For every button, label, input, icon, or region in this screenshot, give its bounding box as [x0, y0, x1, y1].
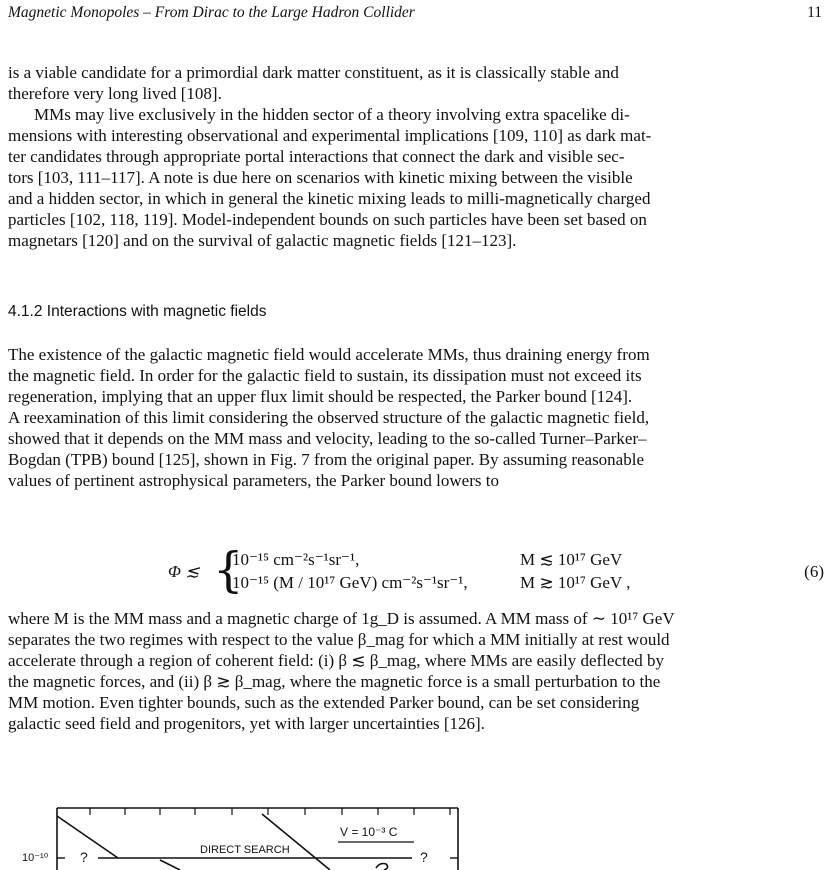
paragraph-line: tors [103, 111–117]. A note is due here on scenarios with kinetic mixing between the visible	[8, 168, 633, 187]
figure-7-plot	[0, 758, 834, 870]
curve-fragment	[376, 864, 388, 870]
paragraph-line: particles [102, 118, 119]. Model-independent bounds on such particles have been set based on	[8, 210, 647, 229]
equation-case-2-condition: M ≳ 10¹⁷ GeV ,	[520, 573, 631, 592]
paragraph-line: the magnetic forces, and (ii) β ≳ β_mag, where the magnetic force is a small perturbation to the	[8, 672, 661, 691]
running-header	[8, 4, 822, 22]
paragraph-3	[8, 344, 826, 491]
top-ticks	[90, 808, 450, 815]
question-mark-right: ?	[420, 849, 428, 865]
paragraph-line: therefore very long lived [108].	[8, 84, 222, 103]
paragraph-line: magnetars [120] and on the survival of galactic magnetic fields [121–123].	[8, 231, 517, 250]
equation-lhs: Φ ≲	[168, 562, 200, 581]
equation-number: (6)	[804, 562, 824, 581]
figure-7-svg	[0, 758, 834, 870]
paragraph-line: showed that it depends on the MM mass and velocity, leading to the so-called Turner–Parker–	[8, 429, 647, 448]
paragraph-line: and a hidden sector, in which in general the kinetic mixing leads to milli-magnetically charged	[8, 189, 651, 208]
paragraph-line: values of pertinent astrophysical parameters, the Parker bound lowers to	[8, 471, 499, 490]
paragraph-line: separates the two regimes with respect to the value β_mag for which a MM initially at rest would	[8, 630, 670, 649]
paragraph-line: A reexamination of this limit considering the observed structure of the galactic magnetic field,	[8, 408, 650, 427]
question-mark-left: ?	[80, 849, 88, 865]
paragraph-line: Bogdan (TPB) bound [125], shown in Fig. 7 from the original paper. By assuming reasonable	[8, 450, 644, 469]
paragraph-line: mensions with interesting observational and experimental implications [109, 110] as dark mat-	[8, 126, 652, 145]
paragraph-line: galactic seed field and progenitors, yet with larger uncertainties [126].	[8, 714, 485, 733]
page-number: 11	[807, 4, 822, 21]
paragraph-line: MM motion. Even tighter bounds, such as the extended Parker bound, can be set considering	[8, 693, 640, 712]
paragraph-line: ter candidates through appropriate portal interactions that connect the dark and visible sec-	[8, 147, 625, 166]
paragraph-line: accelerate through a region of coherent field: (i) β ≲ β_mag, where MMs are easily deflected by	[8, 651, 665, 670]
paragraph-line: MMs may live exclusively in the hidden sector of a theory involving extra spacelike di-	[34, 105, 630, 124]
equation-case-1-value: 10⁻¹⁵ cm⁻²s⁻¹sr⁻¹,	[232, 550, 360, 569]
paragraph-line: is a viable candidate for a primordial dark matter constituent, as it is classically stable and	[8, 63, 619, 82]
equation-brace: {	[213, 542, 244, 598]
section-heading: 4.1.2 Interactions with magnetic fields	[8, 303, 267, 320]
paragraph-line: the magnetic field. In order for the galactic field to sustain, its dissipation must not exceed its	[8, 366, 642, 385]
paragraph-1	[8, 62, 826, 251]
paragraph-line: The existence of the galactic magnetic field would accelerate MMs, thus draining energy from	[8, 345, 650, 364]
equation-6	[0, 542, 834, 598]
paragraph-line: where M is the MM mass and a magnetic charge of 1g_D is assumed. A MM mass of ∼ 10¹⁷ GeV	[8, 609, 675, 628]
bound-curve-2	[262, 814, 330, 870]
paragraph-line: regeneration, implying that an upper flux limit should be respected, the Parker bound [124].	[8, 387, 633, 406]
paragraph-4	[8, 608, 826, 734]
equation-case-2-value: 10⁻¹⁵ (M / 10¹⁷ GeV) cm⁻²s⁻¹sr⁻¹,	[232, 573, 468, 592]
running-title: Magnetic Monopoles – From Dirac to the Large Hadron Collider	[8, 4, 415, 21]
direct-search-label: DIRECT SEARCH	[200, 844, 290, 856]
y-tick-label: 10⁻¹⁰	[22, 852, 49, 864]
bound-curve-1-continued	[160, 860, 180, 870]
equation-case-1-condition: M ≲ 10¹⁷ GeV	[520, 550, 623, 569]
velocity-label: V = 10⁻³ C	[340, 825, 398, 839]
